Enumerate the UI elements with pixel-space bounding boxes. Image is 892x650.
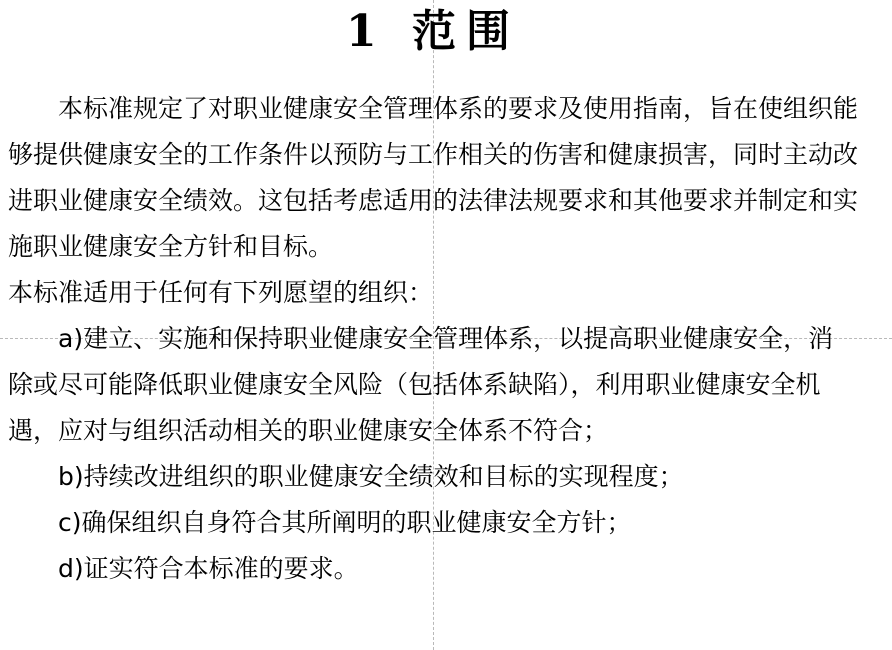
applicability-intro: 本标准适用于任何有下列愿望的组织： bbox=[8, 278, 434, 307]
list-item-c: c)确保组织自身符合其所阐明的职业健康安全方针； bbox=[58, 508, 632, 537]
section-body bbox=[8, 86, 858, 592]
scope-paragraph: 本标准规定了对职业健康安全管理体系的要求及使用指南，旨在使组织能够提供健康安全的工作条件以预防与工作相关的伤害和健康损害，同时主动改进职业健康安全绩效。这包括考虑适用的法律法规要求和其他要求并制定和实施职业健康安全方针和目标。 bbox=[8, 94, 859, 261]
list-item-d: d)证实符合本标准的要求。 bbox=[58, 554, 359, 583]
list-item-a: a)建立、实施和保持职业健康安全管理体系，以提高职业健康安全，消除或尽可能降低职业健康安全风险（包括体系缺陷），利用职业健康安全机遇，应对与组织活动相关的职业健康安全体系不符合； bbox=[8, 324, 834, 445]
list-item-b: b)持续改进组织的职业健康安全绩效和目标的实现程度； bbox=[58, 462, 684, 491]
section-title: 1 范围 bbox=[346, 6, 520, 57]
